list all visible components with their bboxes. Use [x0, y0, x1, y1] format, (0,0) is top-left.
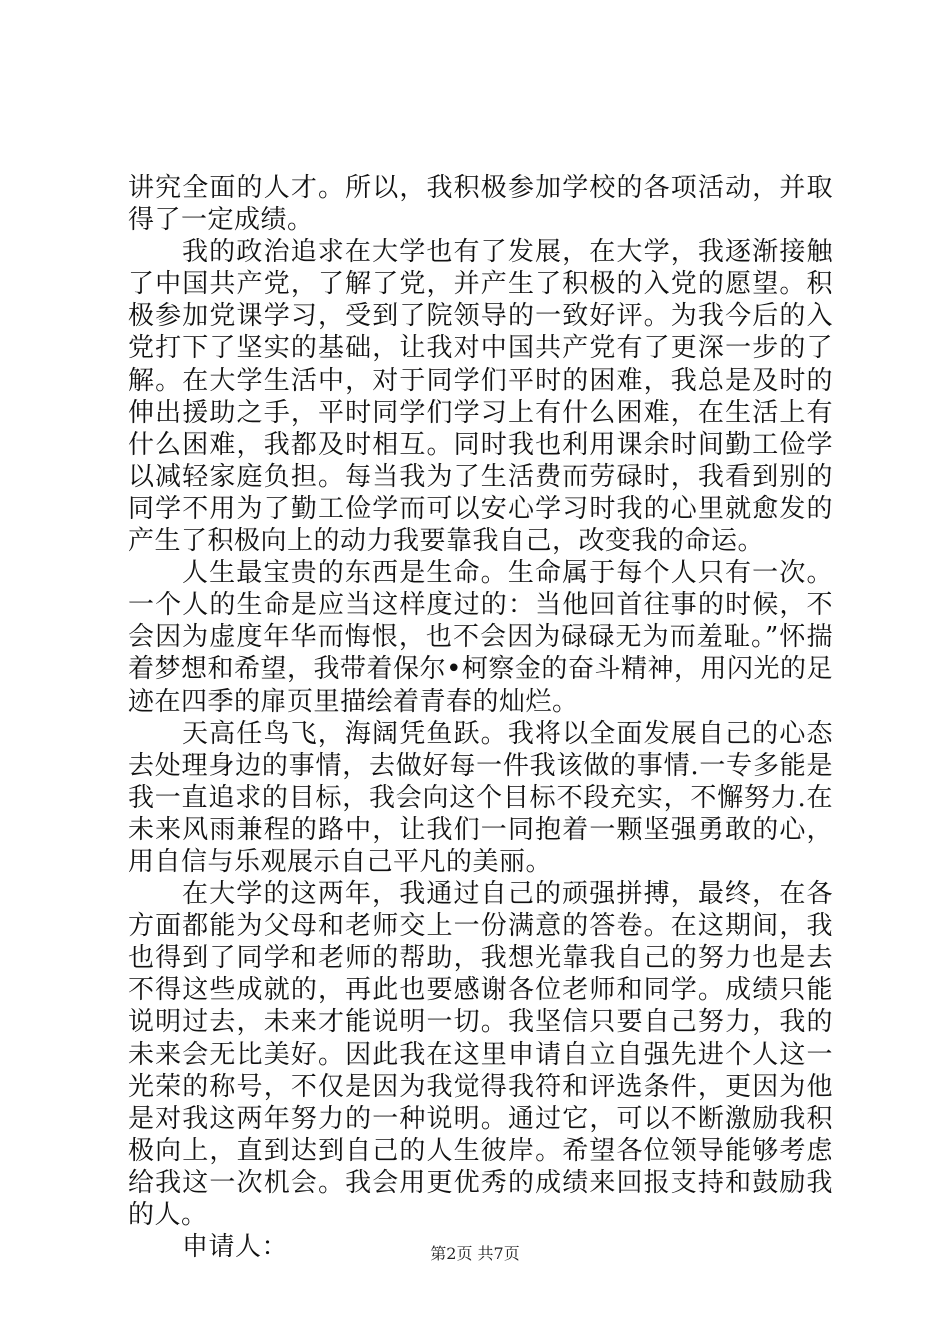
page-number: 第2页 共7页: [430, 1244, 520, 1263]
document-body: [128, 172, 833, 1263]
page-footer: [0, 1243, 950, 1265]
paragraph-life-quote: 人生最宝贵的东西是生命。生命属于每个人只有一次。一个人的生命是应当这样度过的：当他回首往事的时候，不会因为虚度年华而悔恨，也不会因为碌碌无为而羞耻。”怀揣着梦想和希望，我带着保尔•柯察金的奋斗精神，用闪光的足迹在四季的扉页里描绘着青春的灿烂。: [128, 558, 833, 717]
paragraph-continuation: 讲究全面的人才。所以，我积极参加学校的各项活动，并取得了一定成绩。: [128, 173, 833, 236]
paragraph-summary: 在大学的这两年，我通过自己的顽强拼搏，最终，在各方面都能为父母和老师交上一份满意的答卷。在这期间，我也得到了同学和老师的帮助，我想光靠我自己的努力也是去不得这些成就的，再此也要感谢各位老师和同学。成绩只能说明过去，未来才能说明一切。我坚信只要自己努力，我的未来会无比美好。因此我在这里申请自立自强先进个人这一光荣的称号，不仅是因为我觉得我符和评选条件，更因为他是对我这两年努力的一种说明。通过它，可以不断激励我积极向上，直到达到自己的人生彼岸。希望各位领导能够考虑给我这一次机会。我会用更优秀的成绩来回报支持和鼓励我的人。: [128, 879, 833, 1230]
paragraph-political-pursuit: 我的政治追求在大学也有了发展，在大学，我逐渐接触了中国共产党，了解了党，并产生了积极的入党的愿望。积极参加党课学习，受到了院领导的一致好评。为我今后的入党打下了坚实的基础，让我对中国共产党有了更深一步的了解。在大学生活中，对于同学们平时的困难，我总是及时的伸出援助之手，平时同学们学习上有什么困难，在生活上有什么困难，我都及时相互。同时我也利用课余时间勤工俭学以减轻家庭负担。每当我为了生活费而劳碌时，我看到别的同学不用为了勤工俭学而可以安心学习时我的心里就愈发的产生了积极向上的动力我要靠我自己，改变我的命运。: [128, 237, 833, 557]
paragraph-goals: 天高任鸟飞，海阔凭鱼跃。我将以全面发展自己的心态去处理身边的事情，去做好每一件我该做的事情.一专多能是我一直追求的目标，我会向这个目标不段充实，不懈努力.在未来风雨兼程的路中，让我们一同抱着一颗坚强勇敢的心，用自信与乐观展示自己平凡的美丽。: [128, 718, 833, 877]
applicant-signature-label: 申请人：: [182, 1232, 289, 1263]
